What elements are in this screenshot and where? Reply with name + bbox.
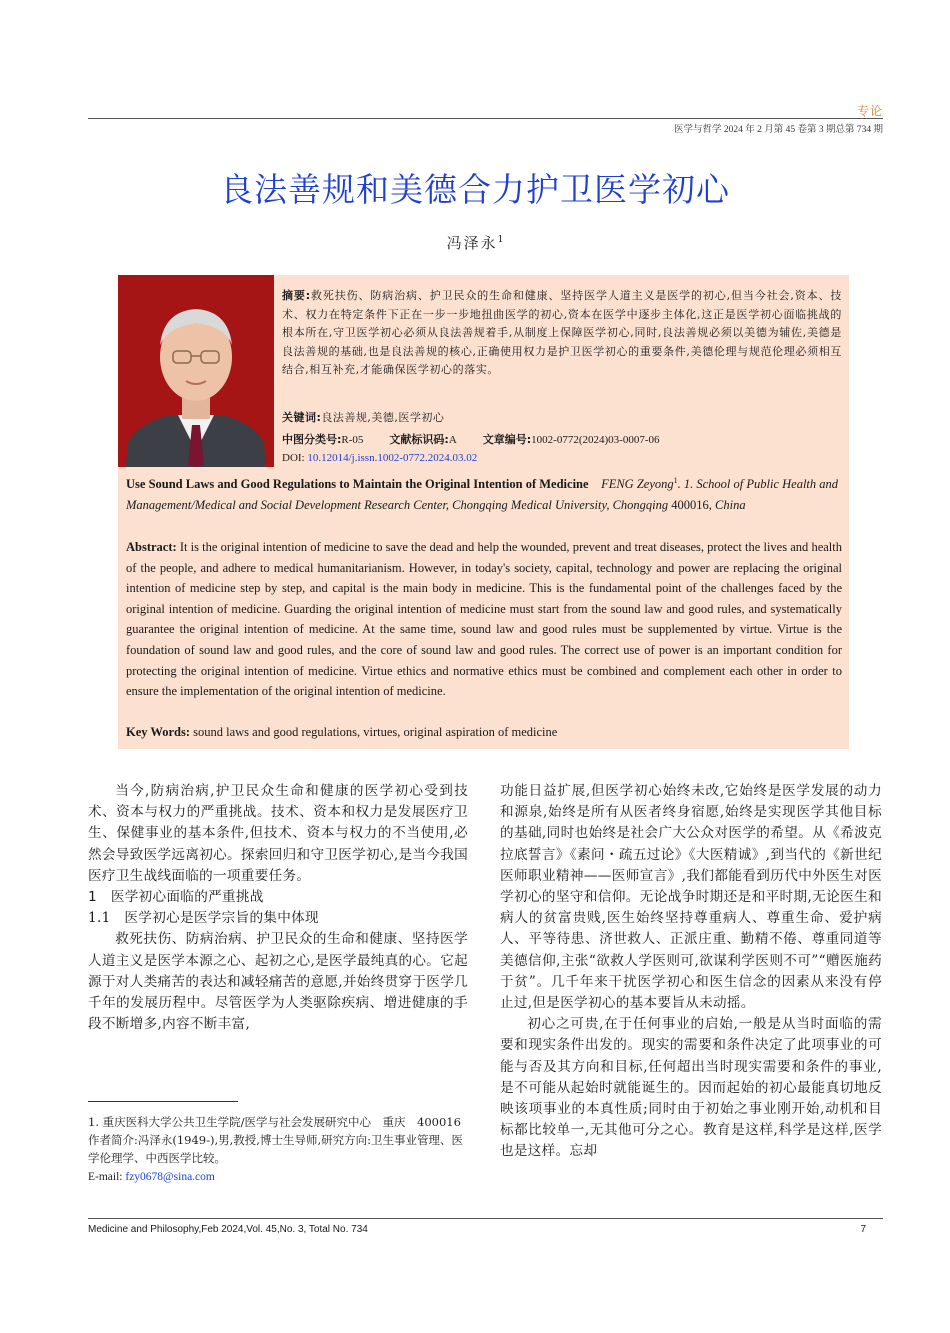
author-line [0, 232, 950, 253]
class-value: R-05 [341, 434, 364, 446]
english-author-sup: 1 [673, 476, 678, 485]
english-zip: 400016, [671, 497, 712, 512]
author-photo [118, 275, 274, 467]
cn-abstract-text: 救死扶伤、防病治病、护卫民众的生命和健康、坚持医学人道主义是医学的初心,但当今社会,资本、技术、权力在特定条件下正在一步一步地扭曲医学的初心,资本在医学中逐步主体化,这正是医学初心面临挑战的根本所在,守卫医学初心必须从良法善规着手,从制度上保障医学初心,同时,良法善规必须以美德为辅佐,美德是良法善规的基础,也是良法善规的核心,正确使用权力是护卫医学初心的重要条件,美德伦理与规范伦理必须相互结合,相互补充,才能确保医学初心的落实。 [282, 289, 842, 377]
cn-keywords [282, 409, 444, 425]
author-name: 冯泽永 [446, 234, 498, 252]
english-abstract [126, 537, 842, 702]
doi-label: DOI: [282, 452, 305, 464]
left-column [88, 781, 468, 1035]
english-country: China [715, 497, 746, 512]
right-column [500, 781, 882, 1163]
english-keywords-label: Key Words: [126, 725, 191, 739]
cn-abstract-label: 摘要: [282, 289, 311, 302]
footnote-rule [88, 1101, 238, 1102]
body-paragraph: 初心之可贵,在于任何事业的启始,一般是从当时面临的需要和现实条件出发的。现实的需要和条件决定了此项事业的可能与否及其方向和目标,任何超出当时现实需要和条件的事业,是不可能从起始时就能诞生的。因而起始的初心最能真切地反映该项事业的本真性质;同时由于初始之事业刚开始,动机和目标都比较单一,无其他可分之心。教育是这样,科学是这样,医学也是这样。忘却 [500, 1016, 882, 1160]
subsection-heading: 1.1 医学初心是医学宗旨的集中体现 [88, 910, 319, 927]
footnotes [88, 1113, 468, 1186]
doc-code-value: A [448, 434, 457, 446]
english-author: FENG Zeyong [601, 477, 674, 492]
header-rule [88, 118, 883, 119]
cn-abstract [282, 287, 842, 380]
email-label: E-mail: [88, 1170, 123, 1183]
footnote-email [88, 1168, 468, 1186]
email-link[interactable]: fzy0678@sina.com [125, 1170, 215, 1183]
section-label: 专论 [856, 104, 883, 118]
author-sup: 1 [497, 235, 504, 245]
journal-info: 医学与哲学 2024 年 2 月第 45 卷第 3 期总第 734 期 [673, 125, 883, 135]
author-portrait-icon [118, 275, 274, 467]
footer-rule [88, 1218, 883, 1219]
body-paragraph: 功能日益扩展,但医学初心始终未改,它始终是医学发展的动力和源泉,始终是所有从医者终身宿愿,始终是实现医学其他目标的基础,同时也始终是社会广大公众对医学的希望。从《希波克拉底誓言》《素问・疏五过论》《大医精诚》,到当代的《新世纪医师职业精神——医师宣言》,我们都能看到历代中外医生对医学初心的坚守和信仰。无论战争时期还是和平时期,无论医生和病人的贫富贵贱,医生始终坚持尊重病人、尊重生命、爱护病人、平等待患、济世救人、正派庄重、勤精不倦、尊重同道等美德信仰,主张“欲救人学医则可,欲谋利学医则不可”“赠医施药于贫”。几千年来干扰医学初心和医生信念的因素从来没有停止过,但是医学初心的基本要旨从未动摇。 [500, 783, 882, 1012]
english-abstract-text: It is the original intention of medicine to save the dead and help the wounded, prevent and treat diseases, protect the lives and health of the people, and adhere to medical humanitarianism. However, in today's society, capital, technology and power are replacing the original intention of medicine step by step, and capital is the main body in medicine. This is the fundamental point of the challenges faced by the original intention of medicine. Guarding the original intention of medicine must start from the sound law and good rules, and systematically guarantee the original intention of medicine. At the same time, sound law and good rules must be supplemented by virtue. Virtue is the foundation of sound law and good rules, and the core of sound law and good rules. The correct use of power is an important condition for protecting the original intention of medicine. Virtue ethics and normative ethics must be combined and complement each other in order to ensure the implementation of the original intention of medicine. [126, 540, 843, 699]
section-heading: 1 医学初心面临的严重挑战 [88, 889, 264, 906]
cn-keywords-label: 关键词: [282, 411, 322, 424]
doi-link[interactable]: 10.12014/j.issn.1002-0772.2024.03.02 [307, 452, 478, 464]
doc-code-label: 文献标识码: [389, 433, 449, 446]
english-abstract-label: Abstract: [126, 540, 177, 554]
english-title-block [126, 471, 842, 515]
doi-line [282, 452, 477, 464]
footnote-bio: 作者简介:冯泽永(1949-),男,教授,博士生导师,研究方向:卫生事业管理、医学伦理学、中西医学比较。 [88, 1133, 463, 1166]
article-number-value: 1002-0772(2024)03-0007-06 [531, 434, 660, 446]
english-affiliation: . 1. School of Public Health and Management/Medical and Social Development Research Center, Chongqing Medical University, Chongqing [126, 477, 839, 512]
body-paragraph: 当今,防病治病,护卫民众生命和健康的医学初心受到技术、资本与权力的严重挑战。技术、资本和权力是发展医疗卫生、保健事业的基本条件,但技术、资本与权力的不当使用,必然会导致医学远离初心。探索回归和守卫医学初心,是当今我国医疗卫生战线面临的一项重要任务。 [88, 783, 468, 884]
classification-line [282, 431, 660, 447]
article-title: 良法善规和美德合力护卫医学初心 [220, 170, 730, 209]
footer-citation: Medicine and Philosophy,Feb 2024,Vol. 45,No. 3, Total No. 734 [88, 1224, 368, 1235]
footnote-affiliation: 1. 重庆医科大学公共卫生学院/医学与社会发展研究中心 重庆 400016 [88, 1115, 461, 1129]
english-title: Use Sound Laws and Good Regulations to Maintain the Original Intention of Medicine [126, 477, 589, 492]
class-label: 中图分类号: [282, 433, 342, 446]
article-number-label: 文章编号: [482, 433, 532, 446]
cn-keywords-text: 良法善规,美德,医学初心 [321, 411, 445, 424]
english-keywords [126, 725, 842, 740]
page-number: 7 [860, 1224, 866, 1235]
english-keywords-text: sound laws and good regulations, virtues, original aspiration of medicine [193, 725, 558, 739]
body-paragraph: 救死扶伤、防病治病、护卫民众的生命和健康、坚持医学人道主义是医学本源之心、起初之心,是医学最纯真的心。它起源于对人类痛苦的表达和减轻痛苦的意愿,并始终贯穿于医学几千年的发展历程中。尽管医学为人类驱除疾病、增进健康的手段不断增多,内容不断丰富, [88, 931, 468, 1033]
